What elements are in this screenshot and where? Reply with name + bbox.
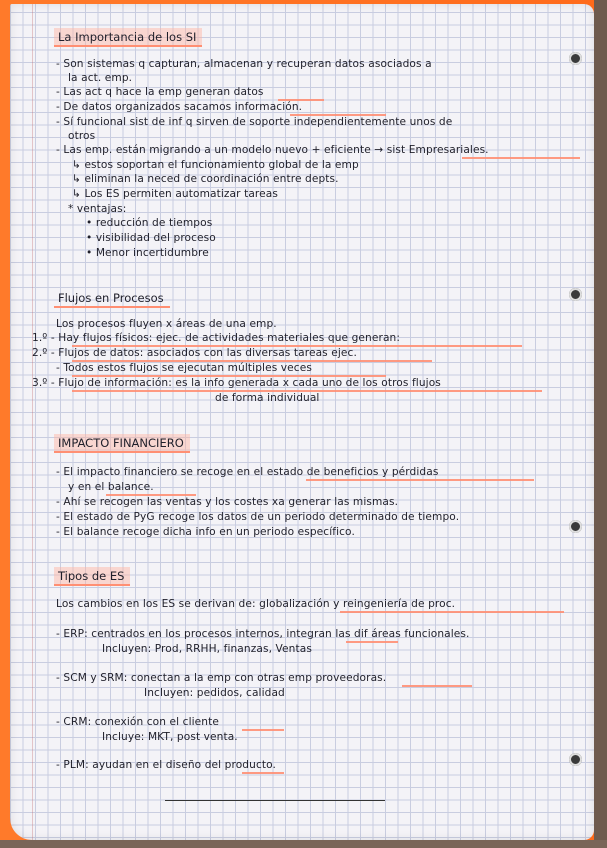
note-line: 3.º - Flujo de información: es la info generada x cada uno de los otros flujos bbox=[32, 377, 441, 389]
note-line: - Las emp. están migrando a un modelo nuevo + eficiente → sist Empresariales. bbox=[56, 144, 489, 156]
note-line: ↳ estos soportan el funcionamiento global de la emp bbox=[72, 159, 359, 171]
note-line: - El balance recoge dicha info en un periodo específico. bbox=[56, 526, 355, 538]
section-title: Tipos de ES bbox=[54, 567, 130, 586]
note-line: * ventajas: bbox=[68, 203, 127, 215]
note-line: - Ahí se recogen las ventas y los costes xa generar las mismas. bbox=[56, 496, 399, 508]
highlight-underline bbox=[242, 729, 284, 731]
note-line: 1.º - Hay flujos físicos: ejec. de actividades materiales que generan: bbox=[32, 332, 401, 344]
note-line: - Sí funcional sist de inf q sirven de soporte independientemente unos de bbox=[56, 116, 453, 128]
highlight-underline bbox=[106, 494, 196, 496]
note-line: Los procesos fluyen x áreas de una emp. bbox=[56, 318, 277, 330]
note-line: Incluye: MKT, post venta. bbox=[102, 731, 238, 743]
note-line: • Menor incertidumbre bbox=[86, 247, 209, 259]
binder-hole bbox=[569, 520, 582, 533]
note-line: - ERP: centrados en los procesos internos, integran las dif áreas funcionales. bbox=[56, 628, 470, 640]
highlight-underline bbox=[72, 345, 522, 347]
highlight-underline bbox=[72, 375, 386, 377]
note-line: - CRM: conexión con el cliente bbox=[56, 716, 219, 728]
grid-paper-sheet bbox=[10, 4, 594, 840]
note-line: - Las act q hace la emp generan datos bbox=[56, 86, 264, 98]
highlight-underline bbox=[72, 360, 432, 362]
note-line: • visibilidad del proceso bbox=[86, 232, 216, 244]
note-line: - SCM y SRM: conectan a la emp con otras emp proveedoras. bbox=[56, 672, 387, 684]
highlight-underline bbox=[290, 114, 386, 116]
note-line: Incluyen: Prod, RRHH, finanzas, Ventas bbox=[102, 643, 312, 655]
note-line: • reducción de tiempos bbox=[86, 217, 213, 229]
note-line: - El estado de PyG recoge los datos de un periodo determinado de tiempo. bbox=[56, 511, 460, 523]
note-line: ↳ Los ES permiten automatizar tareas bbox=[72, 188, 278, 200]
table-shadow-bottom bbox=[0, 840, 607, 848]
note-line: - Todos estos flujos se ejecutan múltiples veces bbox=[56, 362, 312, 374]
note-line: - PLM: ayudan en el diseño del producto. bbox=[56, 759, 276, 771]
highlight-underline bbox=[346, 641, 398, 643]
note-line: - Son sistemas q capturan, almacenan y recuperan datos asociados a bbox=[56, 58, 432, 70]
highlight-underline bbox=[306, 479, 534, 481]
section-title: La Importancia de los SI bbox=[54, 28, 202, 47]
highlight-underline bbox=[402, 685, 472, 687]
note-line: y en el balance. bbox=[68, 481, 154, 493]
note-line: la act. emp. bbox=[68, 72, 133, 84]
bottom-rule bbox=[165, 800, 385, 801]
highlight-underline bbox=[278, 99, 324, 101]
note-line: - De datos organizados sacamos información. bbox=[56, 101, 303, 113]
binder-hole bbox=[569, 288, 582, 301]
binder-hole bbox=[569, 753, 582, 766]
section-title: Flujos en Procesos bbox=[54, 289, 170, 308]
section-title: IMPACTO FINANCIERO bbox=[54, 434, 190, 453]
table-shadow-right bbox=[594, 0, 607, 848]
highlight-underline bbox=[242, 772, 284, 774]
note-line: de forma individual bbox=[215, 392, 320, 404]
note-line: 2.º - Flujos de datos: asociados con las diversas tareas ejec. bbox=[32, 347, 357, 359]
note-line: ↳ eliminan la neced de coordinación entre depts. bbox=[72, 173, 339, 185]
highlight-underline bbox=[340, 611, 564, 613]
margin-line bbox=[32, 4, 33, 840]
note-line: Incluyen: pedidos, calidad bbox=[144, 687, 285, 699]
note-line: Los cambios en los ES se derivan de: globalización y reingeniería de proc. bbox=[56, 598, 456, 610]
note-line: otros bbox=[68, 130, 96, 142]
highlight-underline bbox=[462, 157, 580, 159]
note-line: - El impacto financiero se recoge en el estado de beneficios y pérdidas bbox=[56, 466, 439, 478]
binder-hole bbox=[569, 52, 582, 65]
highlight-underline bbox=[72, 390, 542, 392]
